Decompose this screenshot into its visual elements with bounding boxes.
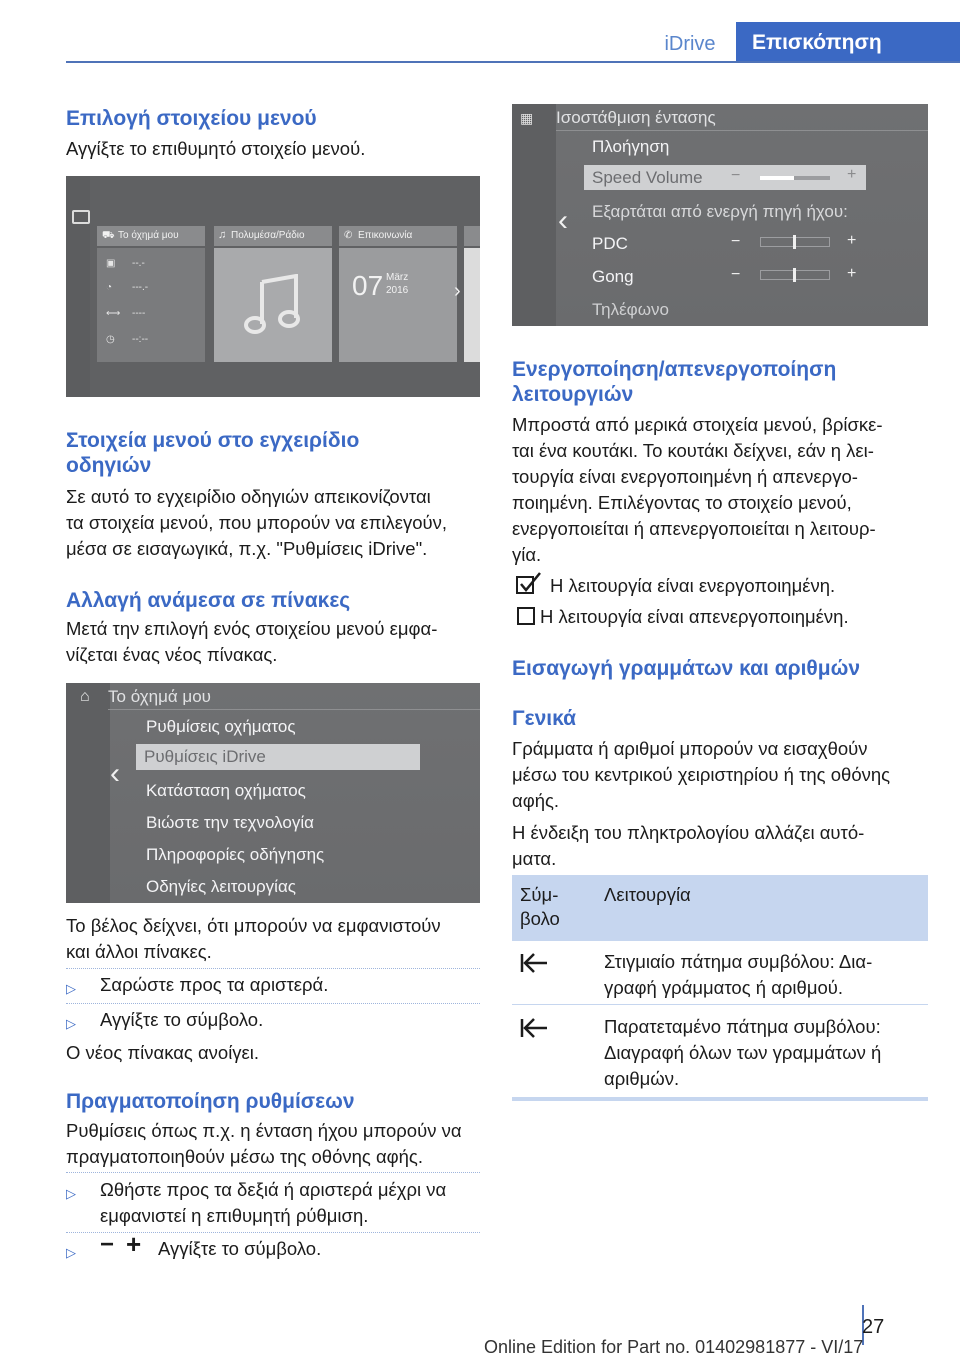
- header-tab-idrive: iDrive: [664, 33, 716, 55]
- clock-icon: ◷: [106, 334, 115, 345]
- vehicle-info-row: --.-: [132, 258, 145, 269]
- section-text: Σε αυτό το εγχειρίδιο οδηγιών απεικονίζονται: [66, 486, 431, 507]
- menu-screen-title: Το όχημά μου: [108, 687, 211, 706]
- plus-icon: +: [847, 265, 857, 282]
- menu-item: Τηλέφωνο: [592, 300, 669, 319]
- minus-icon: −: [731, 167, 741, 184]
- date-month: März: [386, 272, 409, 283]
- menu-grid-icon: ▦: [520, 110, 534, 126]
- car-icon: ⛟: [102, 230, 115, 241]
- table-row-divider: [512, 1004, 928, 1005]
- home-screen-image: [66, 176, 480, 397]
- plus-icon: +: [126, 1229, 142, 1259]
- minus-icon: −: [100, 1231, 115, 1258]
- table-header: [512, 875, 928, 941]
- header-rule: [66, 61, 960, 63]
- gong-label: Gong: [592, 267, 634, 286]
- table-cell: Στιγμιαίο πάτημα συμβόλου: Δια-: [604, 951, 873, 972]
- checkbox-checked-icon: [516, 572, 542, 596]
- date-year: 2016: [386, 285, 409, 296]
- section-text: και άλλοι πίνακες.: [66, 941, 212, 962]
- menu-item: Βιώστε την τεχνολογία: [146, 813, 314, 832]
- minus-icon: −: [731, 266, 741, 283]
- table-cell: Παρατεταμένο πάτημα συμβόλου:: [604, 1016, 881, 1037]
- menu-item: Ρυθμίσεις οχήματος: [146, 717, 296, 736]
- edition-footer: Online Edition for Part no. 01402981877 - VI/17: [484, 1337, 864, 1357]
- bullet-text: Σαρώστε προς τα αριστερά.: [100, 974, 329, 995]
- table-cell: αριθμών.: [604, 1068, 680, 1089]
- checkbox-unchecked-icon: [516, 606, 538, 628]
- pdc-label: PDC: [592, 234, 628, 253]
- section-text: τουργία είναι ενεργοποιημένη ή απενεργο-: [512, 466, 858, 487]
- divider: [66, 1172, 480, 1173]
- speed-volume-label: Speed Volume: [592, 168, 703, 187]
- home-icon: ⌂: [80, 688, 90, 705]
- divider: [66, 1003, 480, 1004]
- vehicle-info-row: --:--: [132, 334, 149, 345]
- section-title-activate-functions-l2: λειτουργιών: [512, 383, 634, 406]
- table-header-function: Λειτουργία: [604, 884, 691, 905]
- phone-icon: ✆: [344, 230, 353, 241]
- section-text: Η ένδειξη του πληκτρολογίου αλλάζει αυτό-: [512, 822, 865, 843]
- fuel-icon: ▣: [106, 258, 116, 269]
- section-title-general: Γενικά: [512, 707, 577, 730]
- bullet-text: Αγγίξτε το σύμβολο.: [158, 1238, 322, 1259]
- section-text: Το βέλος δείχνει, ότι μπορούν να εμφανιστούν: [66, 915, 441, 936]
- section-title-input-letters: Εισαγωγή γραμμάτων και αριθμών: [512, 657, 861, 680]
- gauge-icon: ◔: [106, 282, 113, 293]
- section-text: μέσα σε εισαγωγικά, π.χ. "Ρυθμίσεις iDrive".: [66, 538, 428, 559]
- divider: [66, 968, 480, 969]
- section-text: Γράμματα ή αριθμοί μπορούν να εισαχθούν: [512, 738, 868, 759]
- section-title-activate-functions: Ενεργοποίηση/απενεργοποίηση: [512, 358, 837, 381]
- section-text: Ρυθμίσεις όπως π.χ. η ένταση ήχου μπορούν να: [66, 1120, 462, 1141]
- triangle-bullet-icon: ▷: [66, 1186, 76, 1201]
- tab-communication: Επικοινωνία: [358, 230, 413, 241]
- delete-all-icon: [520, 1017, 548, 1039]
- chevron-left-icon: ‹: [558, 204, 568, 237]
- menu-item-selected: Ρυθμίσεις iDrive: [136, 744, 420, 770]
- section-title-switch-panels: Αλλαγή ανάμεσα σε πίνακες: [66, 589, 351, 612]
- section-text: Μετά την επιλογή ενός στοιχείου μενού εμφα-: [66, 618, 438, 639]
- plus-icon: +: [847, 232, 857, 249]
- bullet-text: εμφανιστεί η επιθυμητή ρύθμιση.: [100, 1205, 369, 1226]
- triangle-bullet-icon: ▷: [66, 981, 76, 996]
- tab-my-vehicle: Το όχημά μου: [118, 230, 179, 241]
- volume-screen-image: [512, 104, 928, 326]
- bullet-text: Ωθήστε προς τα δεξιά ή αριστερά μέχρι να: [100, 1179, 447, 1200]
- vehicle-info-row: ----: [132, 308, 146, 319]
- section-title-menu-items: Στοιχεία μενού στο εγχειρίδιο: [66, 429, 360, 452]
- triangle-bullet-icon: ▷: [66, 1245, 76, 1260]
- bullet-text: Αγγίξτε το σύμβολο.: [100, 1009, 264, 1030]
- menu-item: Εξαρτάται από ενεργή πηγή ήχου:: [592, 202, 848, 221]
- section-text: ενεργοποιείται ή απενεργοποιείται η λειτουρ-: [512, 518, 876, 539]
- section-text: ται ένα κουτάκι. Το κουτάκι δείχνει, εάν η λει-: [512, 440, 874, 461]
- section-title-menu-items-l2: οδηγιών: [66, 454, 152, 477]
- range-icon: ⟷: [106, 308, 121, 319]
- section-text: τα στοιχεία μενού, που μπορούν να επιλεγούν,: [66, 512, 448, 533]
- section-text: Αγγίξτε το επιθυμητό στοιχείο μενού.: [66, 138, 366, 159]
- section-text: πραγματοποιηθούν μέσω της οθόνης αφής.: [66, 1146, 423, 1167]
- section-title-select-menu-item: Επιλογή στοιχείου μενού: [66, 107, 317, 130]
- chevron-left-icon: ‹: [110, 757, 120, 790]
- date-day: 07: [352, 270, 384, 301]
- vehicle-info-row: ---.-: [132, 282, 149, 293]
- page-number: 27: [862, 1316, 885, 1338]
- table-header-symbol: Σύμ-: [520, 884, 559, 905]
- checked-description: Η λειτουργία είναι ενεργοποιημένη.: [550, 575, 836, 596]
- header-tab-overview: Επισκόπηση: [736, 22, 960, 63]
- unchecked-description: Η λειτουργία είναι απενεργοποιημένη.: [540, 606, 849, 627]
- triangle-bullet-icon: ▷: [66, 1016, 76, 1031]
- music-large-icon: [244, 274, 302, 336]
- section-text: μέσω του κεντρικού χειριστηρίου ή της οθόνης: [512, 764, 891, 785]
- menu-item: Οδηγίες λειτουργίας: [146, 877, 296, 896]
- section-title-settings: Πραγματοποίηση ρυθμίσεων: [66, 1090, 355, 1113]
- menu-item: Πληροφορίες οδήγησης: [146, 845, 325, 864]
- volume-screen-title: Ισοστάθμιση έντασης: [556, 108, 716, 127]
- section-text: ματα.: [512, 848, 557, 869]
- section-text: ποιημένη. Επιλέγοντας το στοιχείο μενού,: [512, 492, 852, 513]
- plus-icon: +: [847, 166, 857, 183]
- table-end-rule: [512, 1097, 928, 1101]
- table-cell: Διαγραφή όλων των γραμμάτων ή: [604, 1042, 882, 1063]
- chevron-right-icon: ›: [454, 280, 461, 302]
- tab-multimedia-radio: Πολυμέσα/Ράδιο: [231, 230, 305, 241]
- section-text: Μπροστά από μερικά στοιχεία μενού, βρίσκε-: [512, 414, 883, 435]
- music-note-icon: ♫: [218, 229, 227, 241]
- bullet-item: [66, 1177, 480, 1231]
- menu-screen-image: [66, 683, 480, 903]
- menu-item: Πλοήγηση: [592, 137, 670, 156]
- delete-backspace-icon: [520, 952, 548, 974]
- table-cell: γραφή γράμματος ή αριθμού.: [604, 977, 844, 998]
- section-text: γία.: [512, 544, 542, 565]
- section-text: Ο νέος πίνακας ανοίγει.: [66, 1042, 260, 1063]
- section-text: νίζεται ένας νέος πίνακας.: [66, 644, 278, 665]
- menu-item: Κατάσταση οχήματος: [146, 781, 306, 800]
- minus-icon: −: [731, 233, 741, 250]
- table-header-symbol-l2: βολο: [520, 908, 560, 929]
- menu-grid-icon: [72, 210, 90, 224]
- section-text: αφής.: [512, 790, 560, 811]
